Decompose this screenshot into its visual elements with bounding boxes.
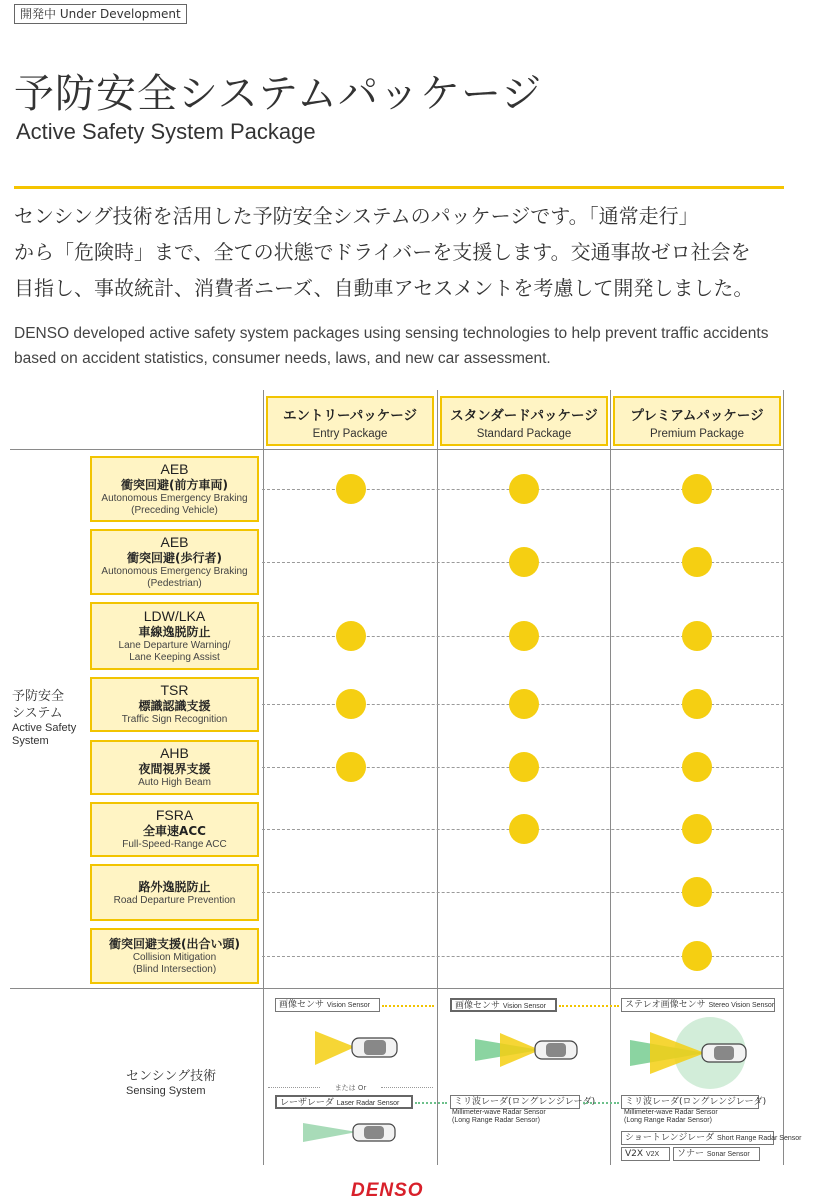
- sensor-ja: ミリ波レーダ(ロングレンジレーダ): [454, 1097, 596, 1107]
- sensor-ja: 画像センサ: [279, 1000, 325, 1010]
- column-divider: [437, 390, 438, 1165]
- availability-dot-premium: [682, 547, 712, 577]
- availability-dot-entry: [336, 474, 366, 504]
- feature-en: Autonomous Emergency Braking: [101, 565, 248, 577]
- sonar-box: [673, 1147, 760, 1161]
- feature-en: Road Departure Prevention: [113, 894, 236, 906]
- table-sensing-rule: [10, 988, 783, 989]
- feature-abbr: AHB: [160, 745, 189, 761]
- label-en: Active Safety: [12, 722, 77, 734]
- label-en: Sensing System: [126, 1085, 206, 1097]
- package-header-premium: [613, 396, 781, 446]
- sensing-label: [126, 1068, 216, 1098]
- feature-ja: 衝突回避(前方車両): [121, 477, 228, 492]
- entry-vision-sensor-box: [275, 998, 380, 1012]
- sensor-en: Laser Radar Sensor: [336, 1100, 400, 1107]
- sensor-en: (Long Range Radar Sensor): [624, 1117, 712, 1124]
- standard-vision-sensor-box: [450, 998, 557, 1012]
- feature-ldw-lka: [90, 602, 259, 670]
- intro-ja: [14, 198, 794, 306]
- label-ja: センシング技術: [126, 1069, 217, 1084]
- package-name-en: Entry Package: [312, 428, 388, 440]
- laser-beam: [303, 1123, 357, 1142]
- availability-dot-premium: [682, 941, 712, 971]
- availability-dot-standard: [509, 752, 539, 782]
- premium-mmw-en: [624, 1109, 718, 1125]
- feature-abbr: TSR: [160, 682, 189, 698]
- title-rule: [14, 186, 784, 189]
- feature-ahb: [90, 740, 259, 795]
- sensor-en: Vision Sensor: [326, 1002, 370, 1009]
- dotted-connector: [382, 1005, 434, 1007]
- dotted-connector: [415, 1102, 447, 1104]
- page-title-ja: 予防安全システムパッケージ: [14, 71, 543, 117]
- package-header-standard: [440, 396, 608, 446]
- sensor-ja: ショートレンジレーダ: [625, 1133, 715, 1143]
- feature-en: (Blind Intersection): [132, 964, 217, 975]
- availability-dot-premium: [682, 814, 712, 844]
- vision-beam: [500, 1033, 540, 1067]
- development-badge: 開発中 Under Development: [14, 4, 187, 24]
- sensor-en: Short Range Radar Sensor: [717, 1135, 802, 1142]
- laser-radar-box: [275, 1095, 413, 1109]
- feature-aeb-pedestrian: [90, 529, 259, 595]
- sensor-en: Millimeter-wave Radar Sensor: [452, 1109, 546, 1116]
- car-roof: [364, 1040, 386, 1055]
- column-divider: [610, 390, 611, 1165]
- feature-abbr: LDW/LKA: [143, 607, 206, 624]
- feature-ja: 路外逸脱防止: [138, 879, 211, 894]
- intro-en: DENSO developed active safety system packages using sensing technologies to help prevent traffic accidents based on accident statistics, consumer needs, laws, and new car assessment.: [14, 325, 769, 367]
- sensor-en: V2X: [645, 1151, 660, 1158]
- dotted-connector: [559, 1005, 619, 1007]
- vision-beam: [315, 1031, 355, 1065]
- package-name-ja: スタンダードパッケージ: [450, 408, 598, 424]
- v2x-box: [621, 1147, 670, 1161]
- feature-abbr: AEB: [160, 460, 189, 477]
- standard-mmw-radar-box: [450, 1095, 596, 1109]
- availability-dot-premium: [682, 474, 712, 504]
- standard-car-diagram: [470, 1025, 585, 1075]
- feature-en: Auto High Beam: [138, 777, 211, 788]
- feature-ja: 車線逸脱防止: [138, 624, 211, 639]
- denso-logo: DENSO: [351, 1180, 424, 1201]
- availability-dot-premium: [682, 621, 712, 651]
- table-header-rule: [10, 449, 783, 450]
- feature-en: Full-Speed-Range ACC: [122, 839, 227, 850]
- short-range-radar-box: [621, 1131, 802, 1145]
- sensor-ja: ソナー: [677, 1149, 705, 1159]
- or-separator: [268, 1083, 433, 1093]
- sensor-ja: V2X: [625, 1149, 644, 1159]
- package-name-en: Standard Package: [476, 428, 572, 440]
- sensor-en: Vision Sensor: [502, 1003, 546, 1010]
- availability-dot-standard: [509, 474, 539, 504]
- premium-stereo-sensor-box: [621, 998, 775, 1012]
- intro-ja-line: から「危険時」まで、全ての状態でドライバーを支援します。交通事故ゼロ社会を: [14, 240, 751, 264]
- feature-aeb-vehicle: [90, 456, 259, 522]
- feature-en: (Preceding Vehicle): [131, 504, 218, 516]
- car-roof: [714, 1046, 734, 1060]
- availability-dot-premium: [682, 752, 712, 782]
- active-safety-label: [12, 688, 76, 748]
- car-roof: [364, 1126, 384, 1139]
- page-title-en: Active Safety System Package: [16, 119, 316, 144]
- availability-dot-standard: [509, 621, 539, 651]
- package-name-en: Premium Package: [650, 428, 744, 440]
- laser-radar-car-diagram: [295, 1117, 405, 1149]
- availability-dot-standard: [509, 547, 539, 577]
- feature-en: Lane Departure Warning/: [118, 639, 231, 651]
- dotted-connector: [583, 1102, 619, 1104]
- feature-ja: 夜間視界支援: [138, 762, 211, 776]
- package-name-ja: エントリーパッケージ: [282, 408, 418, 424]
- availability-dot-entry: [336, 621, 366, 651]
- availability-dot-entry: [336, 689, 366, 719]
- feature-tsr: [90, 677, 259, 732]
- column-divider: [263, 390, 264, 1165]
- label-ja: システム: [12, 706, 63, 721]
- standard-mmw-en: [452, 1109, 546, 1125]
- premium-mmw-radar-box: [621, 1095, 767, 1109]
- entry-vision-car-diagram: [300, 1025, 410, 1073]
- availability-dot-standard: [509, 689, 539, 719]
- feature-ja: 衝突回避支援(出合い頭): [109, 937, 240, 951]
- label-ja: 予防安全: [12, 689, 65, 704]
- feature-en: Autonomous Emergency Braking: [101, 492, 248, 504]
- package-name-ja: プレミアムパッケージ: [630, 408, 764, 424]
- sensor-en: Millimeter-wave Radar Sensor: [624, 1109, 718, 1116]
- car-roof: [546, 1043, 566, 1057]
- sensor-ja: レーザレーダ: [280, 1098, 334, 1108]
- column-divider: [783, 390, 784, 1165]
- sensor-ja: 画像センサ: [455, 1001, 501, 1011]
- sensor-en: Stereo Vision Sensor: [708, 1002, 775, 1009]
- feature-road-departure: [90, 864, 259, 921]
- premium-car-diagram: [630, 1014, 780, 1092]
- feature-ja: 標識認識支援: [138, 699, 211, 713]
- sensor-en: Sonar Sensor: [706, 1151, 750, 1158]
- package-header-entry: [266, 396, 434, 446]
- feature-en: Lane Keeping Assist: [129, 651, 220, 663]
- sensor-ja: ステレオ画像センサ: [625, 1000, 706, 1010]
- feature-ja: 衝突回避(歩行者): [127, 550, 222, 565]
- feature-collision-mitigation: [90, 928, 259, 984]
- availability-dot-premium: [682, 877, 712, 907]
- feature-en: Collision Mitigation: [132, 952, 217, 963]
- feature-en: (Pedestrian): [147, 577, 202, 589]
- sensor-ja: ミリ波レーダ(ロングレンジレーダ): [625, 1097, 767, 1107]
- availability-dot-standard: [509, 814, 539, 844]
- feature-abbr: FSRA: [155, 807, 194, 823]
- intro-ja-line: センシング技術を活用した予防安全システムのパッケージです。「通常走行」: [14, 204, 699, 228]
- label-en: System: [12, 735, 49, 747]
- sensor-en: (Long Range Radar Sensor): [452, 1117, 540, 1124]
- feature-en: Traffic Sign Recognition: [121, 714, 228, 725]
- availability-dot-entry: [336, 752, 366, 782]
- availability-dot-premium: [682, 689, 712, 719]
- feature-ja: 全車速ACC: [143, 824, 206, 838]
- feature-fsra: [90, 802, 259, 857]
- or-text: または Or: [334, 1084, 367, 1092]
- feature-abbr: AEB: [160, 533, 189, 550]
- intro-ja-line: 目指し、事故統計、消費者ニーズ、自動車アセスメントを考慮して開発しました。: [14, 276, 754, 300]
